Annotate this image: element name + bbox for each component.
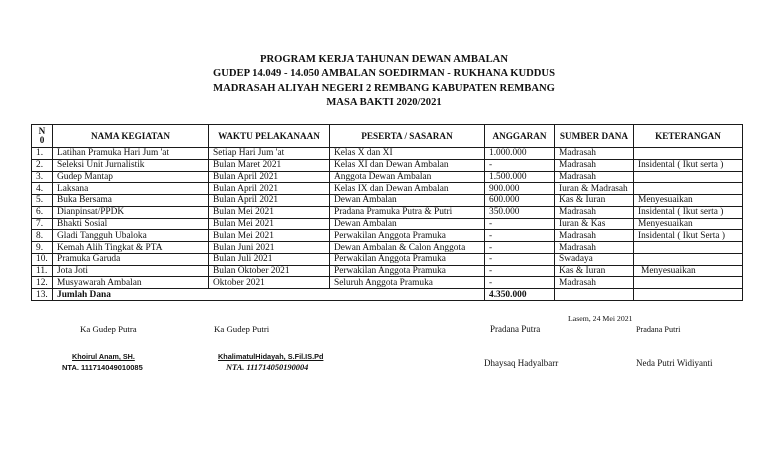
table-row xyxy=(32,195,743,207)
title-line-program: PROGRAM KERJA TAHUNAN DEWAN AMBALAN xyxy=(260,53,508,65)
cell-sumber-dana: Kas & Iuran xyxy=(555,265,634,277)
cell-nama-kegiatan: Jota Joti xyxy=(53,265,209,277)
header-waktu-pelaksanaan: WAKTU PELAKANAAN xyxy=(209,125,330,148)
cell-peserta-sasaran: Kelas X dan XI xyxy=(330,148,485,160)
table-row xyxy=(32,159,743,171)
cell-keterangan xyxy=(634,148,743,160)
cell-no: 4. xyxy=(32,183,53,195)
signatory-name-pradana-putri: Neda Putri Widiyanti xyxy=(636,357,713,368)
cell-waktu-pelaksanaan: Bulan April 2021 xyxy=(209,183,330,195)
cell-peserta-sasaran: Dewan Ambalan xyxy=(330,195,485,207)
table-row xyxy=(32,206,743,218)
cell-peserta-sasaran: Kelas XI dan Dewan Ambalan xyxy=(330,159,485,171)
title-line-madrasah: MADRASAH ALIYAH NEGERI 2 REMBANG KABUPATEN REMBANG xyxy=(213,82,555,94)
cell-anggaran: - xyxy=(485,265,555,277)
signatory-nta-ka-gudep-putri: NTA. 111714050190004 xyxy=(226,363,309,372)
cell-keterangan xyxy=(634,171,743,183)
cell-peserta-sasaran: Pradana Pramuka Putra & Putri xyxy=(330,206,485,218)
cell-sumber-dana: Iuran & Madrasah xyxy=(555,183,634,195)
cell-waktu-pelaksanaan: Bulan Mei 2021 xyxy=(209,206,330,218)
header-anggaran: ANGGARAN xyxy=(485,125,555,148)
cell-waktu-pelaksanaan: Bulan Mei 2021 xyxy=(209,230,330,242)
cell-waktu-pelaksanaan: Bulan Maret 2021 xyxy=(209,159,330,171)
cell-nama-kegiatan: Gudep Mantap xyxy=(53,171,209,183)
table-row xyxy=(32,242,743,254)
cell-anggaran: - xyxy=(485,277,555,289)
cell-no: 11. xyxy=(32,265,53,277)
cell-no: 9. xyxy=(32,242,53,254)
cell-sumber-dana: Madrasah xyxy=(555,230,634,242)
cell-sumber-dana: Madrasah xyxy=(555,148,634,160)
signatory-name-ka-gudep-putri: KhalimatulHidayah, S.Fil.IS.Pd xyxy=(218,352,324,362)
table-row xyxy=(32,277,743,289)
cell-anggaran: - xyxy=(485,242,555,254)
cell-no: 12. xyxy=(32,277,53,289)
cell-anggaran: 1.000.000 xyxy=(485,148,555,160)
cell-peserta-sasaran: Perwakilan Anggota Pramuka xyxy=(330,230,485,242)
cell-peserta-sasaran: Anggota Dewan Ambalan xyxy=(330,171,485,183)
cell-peserta-sasaran: Dewan Ambalan & Calon Anggota xyxy=(330,242,485,254)
cell-peserta-sasaran: Perwakilan Anggota Pramuka xyxy=(330,265,485,277)
cell-no: 8. xyxy=(32,230,53,242)
table-row xyxy=(32,218,743,230)
cell-keterangan xyxy=(634,183,743,195)
header-no-line-1: N xyxy=(38,125,46,136)
cell-nama-kegiatan: Buka Bersama xyxy=(53,195,209,207)
cell-keterangan: Insidental ( Ikut serta ) xyxy=(634,159,743,171)
cell-no: 2. xyxy=(32,159,53,171)
cell-waktu-pelaksanaan: Bulan Juni 2021 xyxy=(209,242,330,254)
cell-waktu-pelaksanaan: Bulan April 2021 xyxy=(209,171,330,183)
cell-sumber-dana: Madrasah xyxy=(555,159,634,171)
total-no: 13. xyxy=(32,289,53,301)
cell-anggaran: 600.000 xyxy=(485,195,555,207)
cell-waktu-pelaksanaan: Bulan Oktober 2021 xyxy=(209,265,330,277)
cell-sumber-dana: Madrasah xyxy=(555,277,634,289)
cell-waktu-pelaksanaan: Bulan April 2021 xyxy=(209,195,330,207)
cell-no: 7. xyxy=(32,218,53,230)
table-row xyxy=(32,265,743,277)
table-row xyxy=(32,148,743,160)
total-keterangan-empty xyxy=(634,289,743,301)
cell-keterangan: Menyesuaikan xyxy=(634,265,743,277)
header-no-line-2: 0 xyxy=(39,135,45,145)
cell-anggaran: 1.500.000 xyxy=(485,171,555,183)
signatory-name-ka-gudep-putra: Khoirul Anam, SH. xyxy=(72,352,135,362)
cell-no: 3. xyxy=(32,171,53,183)
cell-no: 1. xyxy=(32,148,53,160)
table-row xyxy=(32,253,743,265)
cell-keterangan xyxy=(634,277,743,289)
total-amount: 4.350.000 xyxy=(485,289,555,301)
cell-sumber-dana: Madrasah xyxy=(555,171,634,183)
total-label: Jumlah Dana xyxy=(53,289,485,301)
cell-keterangan: Insidental ( Ikut serta ) xyxy=(634,206,743,218)
cell-waktu-pelaksanaan: Oktober 2021 xyxy=(209,277,330,289)
cell-sumber-dana: Madrasah xyxy=(555,242,634,254)
cell-peserta-sasaran: Kelas IX dan Dewan Ambalan xyxy=(330,183,485,195)
cell-anggaran: - xyxy=(485,159,555,171)
cell-keterangan xyxy=(634,253,743,265)
cell-nama-kegiatan: Kemah Alih Tingkat & PTA xyxy=(53,242,209,254)
title-line-gudep: GUDEP 14.049 - 14.050 AMBALAN SOEDIRMAN - RUKHANA KUDDUS xyxy=(213,68,555,80)
cell-peserta-sasaran: Seluruh Anggota Pramuka xyxy=(330,277,485,289)
role-pradana-putra: Pradana Putra xyxy=(490,323,541,334)
table-row xyxy=(32,230,743,242)
header-peserta-sasaran: PESERTA / SASARAN xyxy=(330,125,485,148)
table-row xyxy=(32,183,743,195)
cell-nama-kegiatan: Musyawarah Ambalan xyxy=(53,277,209,289)
cell-sumber-dana: Iuran & Kas xyxy=(555,218,634,230)
cell-peserta-sasaran: Dewan Ambalan xyxy=(330,218,485,230)
cell-nama-kegiatan: Laksana xyxy=(53,183,209,195)
cell-no: 6. xyxy=(32,206,53,218)
header-nama-kegiatan: NAMA KEGIATAN xyxy=(53,125,209,148)
place-date: Lasem, 24 Mei 2021 xyxy=(568,314,633,323)
header-keterangan: KETERANGAN xyxy=(634,125,743,148)
role-ka-gudep-putra: Ka Gudep Putra xyxy=(80,323,137,334)
cell-anggaran: - xyxy=(485,253,555,265)
cell-sumber-dana: Kas & Iuran xyxy=(555,195,634,207)
cell-nama-kegiatan: Pramuka Garuda xyxy=(53,253,209,265)
program-table xyxy=(31,124,743,301)
signatory-nta-ka-gudep-putra: NTA. 111714049010085 xyxy=(62,363,143,373)
cell-keterangan: Menyesuaikan xyxy=(634,218,743,230)
title-line-masa-bakti: MASA BAKTI 2020/2021 xyxy=(326,97,442,109)
cell-anggaran: - xyxy=(485,218,555,230)
cell-waktu-pelaksanaan: Setiap Hari Jum 'at xyxy=(209,148,330,160)
cell-keterangan: Insidental ( Ikut Serta ) xyxy=(634,230,743,242)
total-sumber-empty xyxy=(555,289,634,301)
cell-nama-kegiatan: Latihan Pramuka Hari Jum 'at xyxy=(53,148,209,160)
cell-sumber-dana: Madrasah xyxy=(555,206,634,218)
total-row xyxy=(32,289,743,301)
signatory-name-pradana-putra: Dhaysaq Hadyalbarr xyxy=(484,357,559,368)
document-title xyxy=(0,53,768,111)
cell-nama-kegiatan: Seleksi Unit Jurnalistik xyxy=(53,159,209,171)
cell-waktu-pelaksanaan: Bulan Juli 2021 xyxy=(209,253,330,265)
cell-anggaran: - xyxy=(485,230,555,242)
cell-no: 10. xyxy=(32,253,53,265)
cell-nama-kegiatan: Bhakti Sosial xyxy=(53,218,209,230)
role-pradana-putri: Pradana Putri xyxy=(636,325,681,334)
cell-keterangan: Menyesuaikan xyxy=(634,195,743,207)
cell-anggaran: 900.000 xyxy=(485,183,555,195)
cell-nama-kegiatan: Gladi Tangguh Ubaloka xyxy=(53,230,209,242)
table-header-row xyxy=(32,125,743,148)
cell-anggaran: 350.000 xyxy=(485,206,555,218)
cell-nama-kegiatan: Dianpinsat/PPDK xyxy=(53,206,209,218)
header-sumber-dana: SUMBER DANA xyxy=(555,125,634,148)
table-row xyxy=(32,171,743,183)
header-no xyxy=(32,125,53,148)
role-ka-gudep-putri: Ka Gudep Putri xyxy=(214,323,270,334)
cell-keterangan xyxy=(634,242,743,254)
cell-sumber-dana: Swadaya xyxy=(555,253,634,265)
cell-no: 5. xyxy=(32,195,53,207)
cell-waktu-pelaksanaan: Bulan Mei 2021 xyxy=(209,218,330,230)
cell-peserta-sasaran: Perwakilan Anggota Pramuka xyxy=(330,253,485,265)
